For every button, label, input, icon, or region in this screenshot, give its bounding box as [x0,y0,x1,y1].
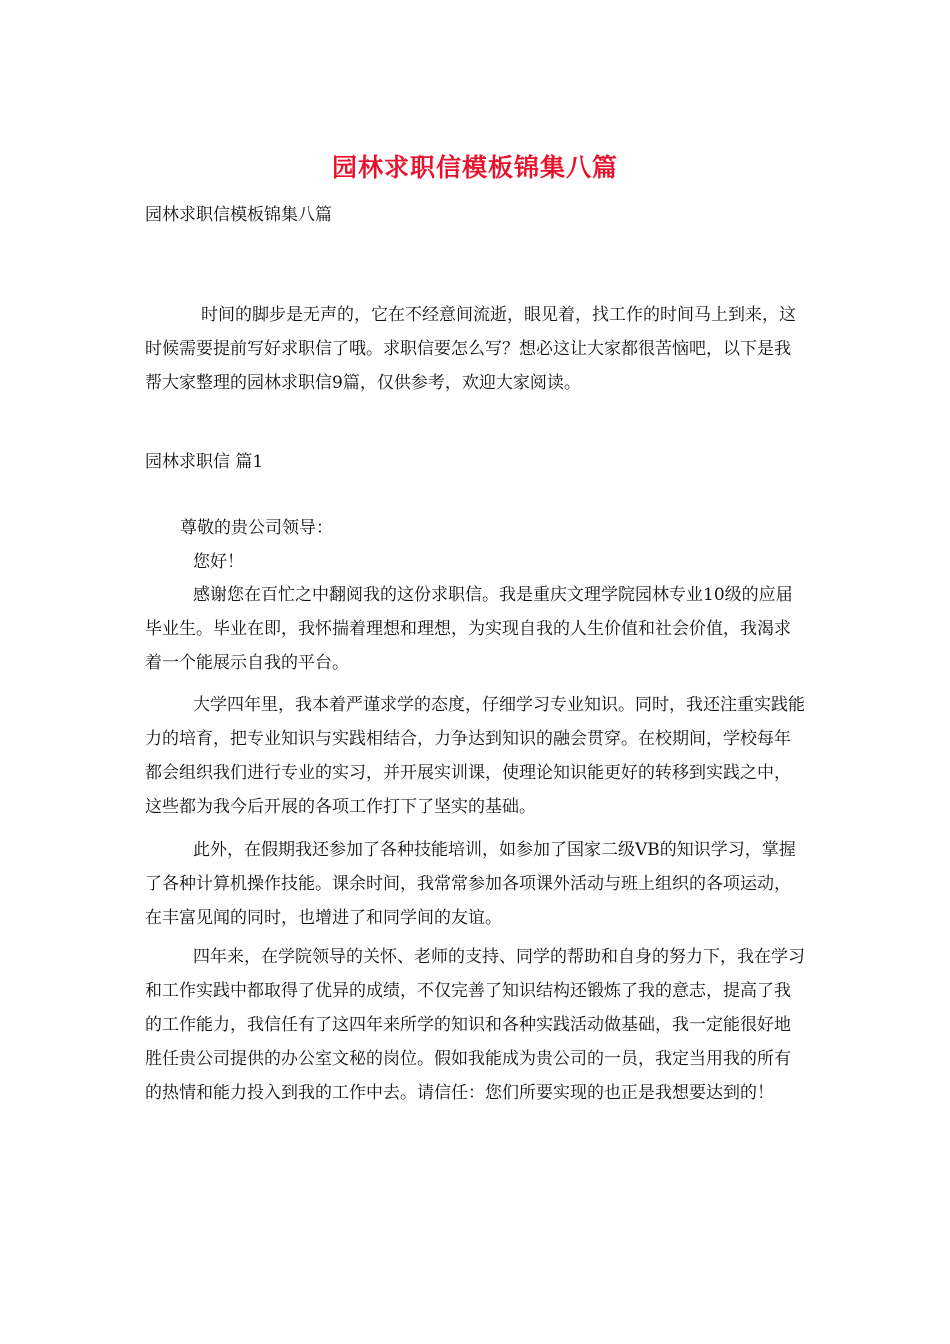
document-subtitle: 园林求职信模板锦集八篇 [145,205,332,225]
letter-salutation: 尊敬的贵公司领导： [180,518,333,538]
letter-paragraph: 感谢您在百忙之中翻阅我的这份求职信。我是重庆文理学院园林专业10级的应届毕业生。毕业在即，我怀揣着理想和理想，为实现自我的人生价值和社会价值，我渴求着一个能展示自我的平台。 [145,585,793,673]
section-heading: 园林求职信 篇1 [145,452,264,472]
letter-greeting: 您好！ [193,552,244,572]
letter-paragraph: 此外，在假期我还参加了各种技能培训，如参加了国家二级VB的知识学习，掌握了各种计算机操作技能。课余时间，我常常参加各项课外活动与班上组织的各项运动，在丰富见闻的同时，也增进了和同学间的友谊。 [145,840,796,928]
document-title: 园林求职信模板锦集八篇 [331,153,618,182]
letter-paragraph: 大学四年里，我本着严谨求学的态度，仔细学习专业知识。同时，我还注重实践能力的培育，把专业知识与实践相结合，力争达到知识的融会贯穿。在校期间，学校每年都会组织我们进行专业的实习，并开展实训课，使理论知识能更好的转移到实践之中，这些都为我今后开展的各项工作打下了坚实的基础。 [145,695,805,817]
letter-paragraph: 四年来，在学院领导的关怀、老师的支持、同学的帮助和自身的努力下，我在学习和工作实践中都取得了优异的成绩，不仅完善了知识结构还锻炼了我的意志，提高了我的工作能力，我信任有了这四年来所学的知识和各种实践活动做基础，我一定能很好地胜任贵公司提供的办公室文秘的岗位。假如我能成为贵公司的一员，我定当用我的所有的热情和能力投入到我的工作中去。请信任：您们所要实现的也正是我想要达到的！ [145,947,805,1103]
intro-paragraph: 时间的脚步是无声的，它在不经意间流逝，眼见着，找工作的时间马上到来，这时候需要提前写好求职信了哦。求职信要怎么写？想必这让大家都很苦恼吧，以下是我帮大家整理的园林求职信9篇，仅供参考，欢迎大家阅读。 [145,305,796,393]
